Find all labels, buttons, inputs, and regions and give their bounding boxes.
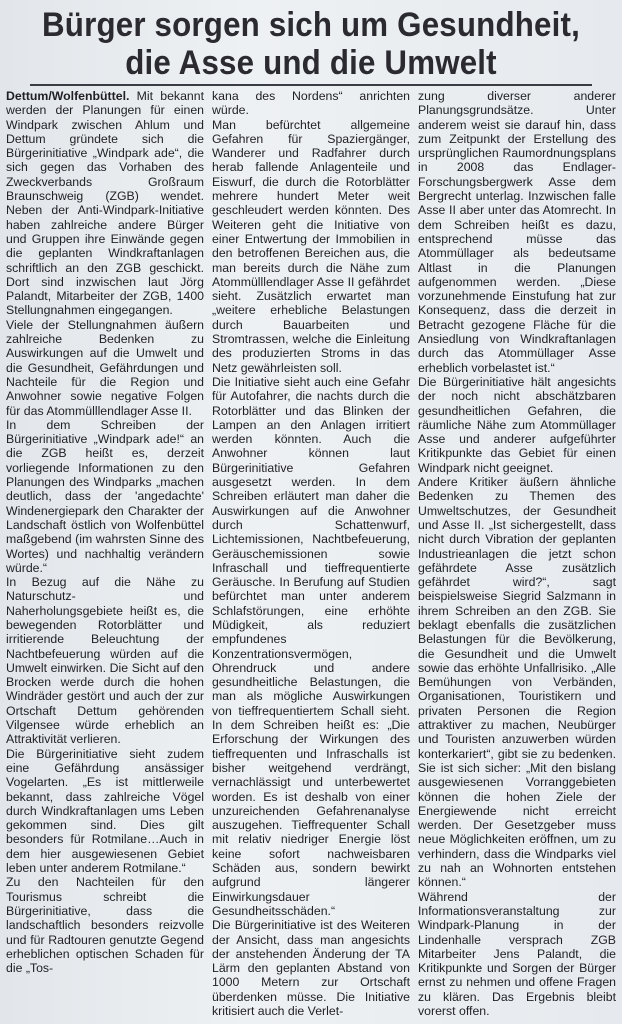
- paragraph: Man befürchtet allgemeine Gefahren für Spaziergänger, Wanderer und Radfahrer durch herab fallende Anlagenteile und Eiswurf, die durch die Rotorblätter mehrere hundert Meter weit geschleudert werden könnten. Des Weiteren geht die Initiative von einer Entwertung der Immobilien in den betroffenen Bereichen aus, die man bereits durch die Nähe zum Atommülllendlager Asse II gefährdet sieht. Zusätzlich erwartet man „weitere erhebliche Belastungen durch Bauarbeiten und Stromtrassen, welche die Einleitung des produzierten Stroms in das Netz gewährleisten soll.: [212, 117, 410, 375]
- paragraph: Andere Kritiker äußern ähnliche Bedenken zu Themen des Umweltschutzes, der Gesundheit und Asse II. „Ist sichergestellt, dass nicht durch Vibration der geplanten Industrieanlagen die jetzt schon gefährdete Asse zusätzlich gefährdet wird?“, sagt beispielsweise Siegrid Salzmann in ihrem Schreiben an den ZGB. Sie beklagt ebenfalls die zusätzlichen Belastungen für die Bevölkerung, die Gesundheit und die Umwelt sowie das erhöhte Unfallrisiko. „Alle Bemühungen von Verbänden, Organisationen, Touristikern und privaten Personen die Region attraktiver zu machen, Neubürger und Touristen anzuwerben würden konterkariert“, gibt sie zu bedenken. Sie ist sich sicher: „Mit den bislang ausgewiesenen Vorranggebieten können die hohen Ziele der Energiewende nicht erreicht werden. Der Gesetzgeber muss neue Möglichkeiten eröffnen, um zu verhindern, dass die Windparks viel zu nah an Wohnorten entstehen können.“: [418, 475, 616, 890]
- dateline: Dettum/Wolfenbüttel.: [6, 89, 130, 103]
- headline-rule: [30, 84, 592, 86]
- column-1: [6, 89, 204, 1018]
- headline-line-2: die Asse und die Umwelt: [125, 44, 497, 82]
- column-2: [212, 89, 410, 1018]
- paragraph: Während der Informationsveranstaltung zur Windpark-Planung in der Lindenhalle versprach ZGB Mitarbeiter Jens Palandt, die Kritikpunkte und Sorgen der Bürger ernst zu nehmen und offene Fragen zu klären. Das Ergebnis bleibt vorerst offen.: [418, 889, 616, 1018]
- paragraph: Zu den Nachteilen für den Tourismus schreibt die Bürgerinitiative, dass die landschaftlich besonders reizvolle und für Radtouren genutzte Gegend erheblichen optischen Schaden für die „Tos-: [6, 875, 204, 976]
- column-3: [418, 89, 616, 1018]
- paragraph: Die Bürgerinitiative hält angesichts der noch nicht abschätzbaren gesundheitlichen Gefahren, die räumliche Nähe zum Atommüllager Asse und anderer aufgeführter Kritikpunkte das Gebiet für einen Windpark nicht geeignet.: [418, 374, 616, 475]
- paragraph: kana des Nordens“ anrichten würde.: [212, 89, 410, 118]
- paragraph: zung diverser anderer Planungsgrundsätze. Unter anderem weist sie darauf hin, dass zum Zeitpunkt der Erstellung des ursprünglichen Raumordnungsplans in 2008 das Endlager-Forschungsbergwerk Asse dem Bergrecht unterlag. Inzwischen falle Asse II aber unter das Atomrecht. In dem Schreiben heißt es dazu, entsprechend müsse das Atommüllager als bedeutsame Altlast in die Planungen aufgenommen werden. „Diese vorzunehmende Einstufung hat zur Konsequenz, dass die derzeit in Betracht gezogene Fläche für die Ansiedlung von Windkraftanlagen durch das Atommüllager Asse erheblich vorbelastet ist.“: [418, 89, 616, 375]
- headline-line-1: Bürger sorgen sich um Gesundheit,: [42, 6, 580, 44]
- paragraph: Die Bürgerinitiative sieht zudem eine Gefährdung ansässiger Vogelarten. „Es ist mittlerweile bekannt, dass zahlreiche Vögel durch Windkraftanlagen ums Leben gekommen sind. Dies gilt besonders für Rotmilane…Auch in dem hier ausgewiesenen Gebiet leben unter anderem Rotmilane.“: [6, 746, 204, 876]
- paragraph: Die Initiative sieht auch eine Gefahr für Autofahrer, die nachts durch die Rotorblätter und das Blinken der Lampen an den Anlagen irritiert werden könnten. Auch die Anwohner können laut Bürgerinitiative Gefahren ausgesetzt werden. In dem Schreiben erläutert man daher die Auswirkungen auf die Anwohner durch Schattenwurf, Lichtemissionen, Nachtbefeuerung, Geräuschemissionen sowie Infraschall und tieffrequentierte Geräusche. In Berufung auf Studien befürchtet man unter anderem Schlafstörungen, eine erhöhte Müdigkeit, als reduziert empfundenes Konzentrationsvermögen, Ohrendruck und andere gesundheitliche Belastungen, die man als mögliche Auswirkungen von tieffrequentiertem Schall sieht. In dem Schreiben heißt es: „Die Erforschung der Wirkungen des tieffrequenten und Infraschalls ist bisher weitgehend verdrängt, vernachlässigt und unterbewertet worden. Es ist deshalb von einer unzureichenden Gefahrenanalyse auszugehen. Tieffrequenter Schall mit relativ niedriger Energie löst keine sofort nachweisbaren Schäden aus, sondern bewirkt aufgrund längerer Einwirkungsdauer Gesundheitsschäden.“: [212, 374, 410, 918]
- paragraph-text: Mit bekannt werden der Planungen für einen Windpark zwischen Ahlum und Dettum gründete sich die Bürgerinitiative „Windpark ade“, die sich gegen das Vorhaben des Zweckverbands Großraum Braunschweig (ZGB) wendet. Neben der Anti-Windpark-Initiative haben zahlreiche andere Bürger und Gruppen ihre Einwände gegen die geplanten Windkraftanlagen schriftlich an den ZGB geschickt. Dort sind inzwischen laut Jörg Palandt, Mitarbeiter der ZGB, 1400 Stellungnahmen eingegangen.: [6, 89, 204, 318]
- paragraph: [6, 89, 204, 318]
- article-columns: [0, 89, 622, 1018]
- paragraph: In Bezug auf die Nähe zu Naturschutz- und Naherholungsgebiete heißt es, die bewegenden Rotorblätter und irritierende Beleuchtung der Nachtbefeuerung würden auf die Umwelt einwirken. Die Sicht auf den Brocken werde durch die hohen Windräder gestört und auch der zur Ortschaft Dettum gehörenden Vilgensee würde erheblich an Attraktivität verlieren.: [6, 575, 204, 747]
- paragraph: In dem Schreiben der Bürgerinitiative „Windpark ade!“ an die ZGB heißt es, derzeit vorliegende Informationen zu den Planungen des Windparks „machen deutlich, dass der 'angedachte' Windenergiepark den Charakter der Landschaft östlich von Wolfenbüttel maßgebend (im wahrsten Sinne des Wortes) und nachhaltig verändern würde.“: [6, 417, 204, 575]
- paragraph: Viele der Stellungnahmen äußern zahlreiche Bedenken zu Auswirkungen auf die Umwelt und die Gesundheit, Gefährdungen und Nachteile für die Region und Anwohner sowie negative Folgen für das Atommülllendlager Asse II.: [6, 317, 204, 418]
- paragraph: Die Bürgerinitiative ist des Weiteren der Ansicht, dass man angesichts der anstehenden Änderung der TA Lärm den geplanten Abstand von 1000 Metern zur Ortschaft überdenken müsse. Die Initiative kritisiert auch die Verlet-: [212, 918, 410, 1018]
- headline: [25, 0, 597, 82]
